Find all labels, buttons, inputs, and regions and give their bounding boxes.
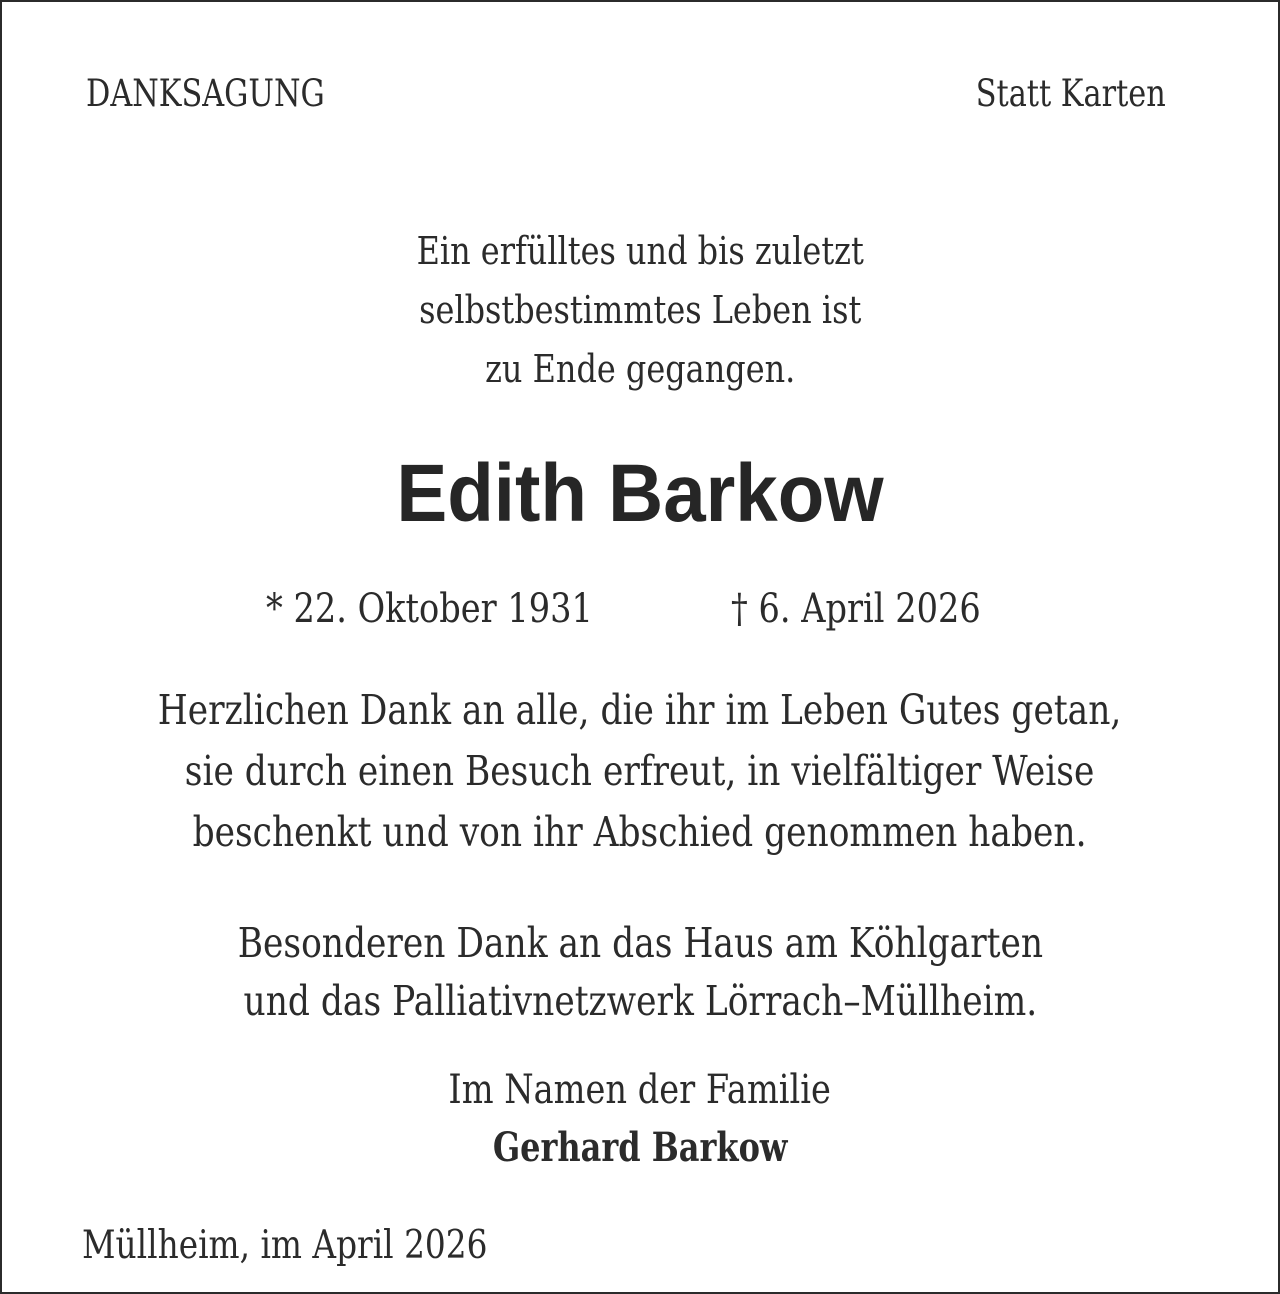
deceased-name-text: Edith Barkow xyxy=(396,448,884,539)
thanks-line: sie durch einen Besuch erfreut, in vielfältiger Weise xyxy=(185,747,1095,795)
death-date: † 6. April 2026 xyxy=(731,586,981,632)
signature-label xyxy=(0,1062,1280,1118)
intro-text xyxy=(0,222,1280,399)
intro-line: selbstbestimmtes Leben ist xyxy=(418,288,862,332)
signature-name xyxy=(0,1120,1280,1176)
place-date: Müllheim, im April 2026 xyxy=(82,1223,488,1268)
special-thanks-text xyxy=(0,914,1280,1030)
special-thanks-line: und das Palliativnetzwerk Lörrach–Müllheim. xyxy=(243,977,1037,1025)
thanks-line: beschenkt und von ihr Abschied genommen haben. xyxy=(193,808,1087,856)
intro-line: zu Ende gegangen. xyxy=(484,347,796,391)
birth-date: * 22. Oktober 1931 xyxy=(266,586,593,632)
statt-karten-label: Statt Karten xyxy=(975,72,1166,115)
thanks-text xyxy=(0,680,1280,863)
signature-label-text: Im Namen der Familie xyxy=(448,1067,832,1113)
intro-line: Ein erfülltes und bis zuletzt xyxy=(416,229,864,273)
special-thanks-line: Besonderen Dank an das Haus am Köhlgarten xyxy=(237,919,1043,967)
thanks-line: Herzlichen Dank an alle, die ihr im Leben Gutes getan, xyxy=(158,686,1122,734)
notice-type-label: DANKSAGUNG xyxy=(86,72,325,115)
signature-name-text: Gerhard Barkow xyxy=(492,1124,788,1171)
deceased-name xyxy=(0,444,1280,544)
